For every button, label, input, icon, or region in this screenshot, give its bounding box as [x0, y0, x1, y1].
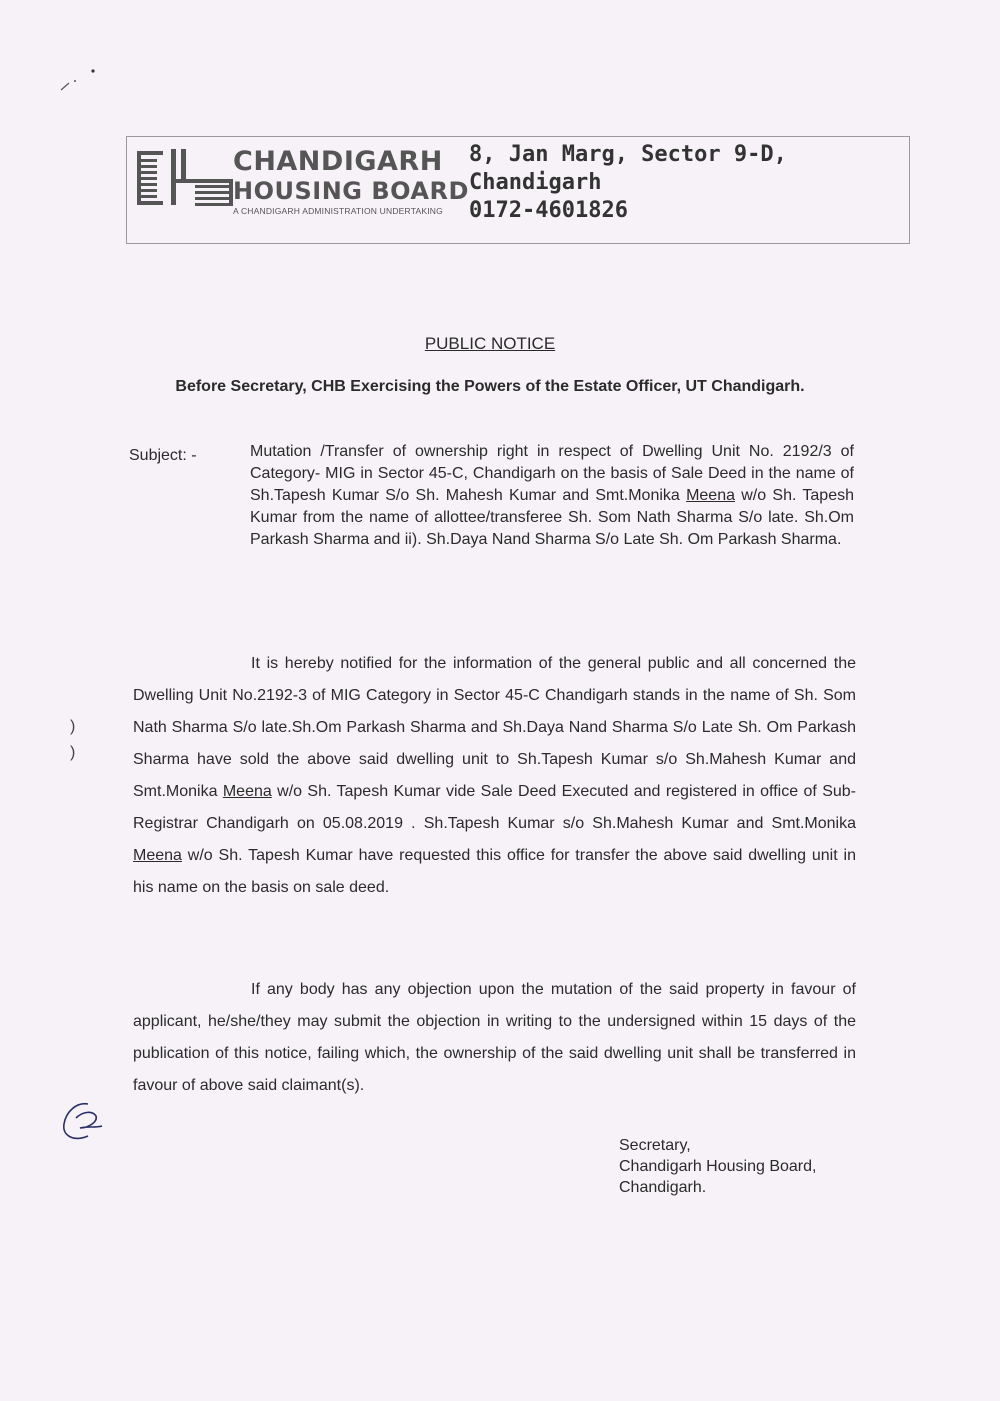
sign-line1: Secretary, — [619, 1137, 691, 1154]
para1-e: w/o Sh. Tapesh Kumar have requested this office for transfer the above said dwelling unit in his name on the basis on sale deed. — [133, 847, 856, 896]
sign-line3: Chandigarh. — [619, 1179, 707, 1196]
chb-logo-icon — [137, 149, 233, 207]
handwritten-initial-icon — [58, 1098, 114, 1146]
para2-text: If any body has any objection upon the mutation of the said property in favour of applicant, he/she/they may submit the objection in writing to the undersigned within 15 days of the publication of this notice, failing which, the ownership of the said dwelling unit shall be transferred in favour of above said claimant(s). — [133, 981, 856, 1094]
para1-b: Meena — [222, 783, 272, 800]
margin-mark-2: ) — [70, 744, 76, 761]
subject-text — [250, 441, 854, 551]
logo-wordmark — [233, 147, 469, 216]
subject-label: Subject: - — [129, 447, 197, 464]
logo-line2: HOUSING BOARD — [233, 177, 469, 205]
address-block — [469, 141, 787, 225]
margin-mark-1: ) — [70, 718, 76, 735]
para1-d: Meena — [133, 847, 182, 864]
subject-text-a: Mutation /Transfer of ownership right in respect of Dwelling Unit No. 2192/3 of Category- MIG in Sector 45-C, Chandigarh on the basis of Sale Deed in the name of Sh.Tapesh Kumar S/o Sh. Mahesh Kumar and Smt.Monika — [250, 443, 854, 504]
phone-number: 0172-4601826 — [469, 198, 628, 223]
body-paragraph-2 — [133, 974, 856, 1102]
body-paragraph-1 — [133, 648, 856, 904]
signature-block — [619, 1135, 816, 1198]
letterhead — [126, 136, 910, 244]
para1-c: w/o Sh. Tapesh Kumar vide Sale Deed Executed and registered in office of Sub-Registrar Chandigarh on 05.08.2019 . Sh.Tapesh Kumar s/o Sh.Mahesh Kumar and Smt.Monika — [133, 783, 856, 832]
address-line1: 8, Jan Marg, Sector 9-D, — [469, 142, 787, 167]
subject-text-c: w/o Sh. Tapesh Kumar from the name of allottee/transferee Sh. Som Nath Sharma S/o late. Sh.Om Parkash Sharma and ii). Sh.Daya Nand Sharma S/o Late Sh. Om Parkash Sharma. — [250, 487, 854, 548]
sign-line2: Chandigarh Housing Board, — [619, 1158, 817, 1175]
notice-subtitle: Before Secretary, CHB Exercising the Powers of the Estate Officer, UT Chandigarh. — [175, 378, 805, 395]
address-line2: Chandigarh — [469, 170, 602, 195]
logo-tagline: A CHANDIGARH ADMINISTRATION UNDERTAKING — [233, 206, 443, 216]
subject-text-b: Meena — [686, 487, 735, 504]
scan-specks — [55, 66, 105, 96]
notice-title: PUBLIC NOTICE — [424, 334, 556, 353]
para1-a: It is hereby notified for the information of the general public and all concerned the Dwelling Unit No.2192-3 of MIG Category in Sector 45-C Chandigarh stands in the name of Sh. Som Nath Sharma S/o late.Sh.Om Parkash Sharma and Sh.Daya Nand Sharma S/o Late Sh. Om Parkash Sharma have sold the above said dwelling unit to Sh.Tapesh Kumar s/o Sh.Mahesh Kumar and Smt.Monika — [133, 655, 856, 800]
logo-line1: CHANDIGARH — [233, 146, 443, 177]
